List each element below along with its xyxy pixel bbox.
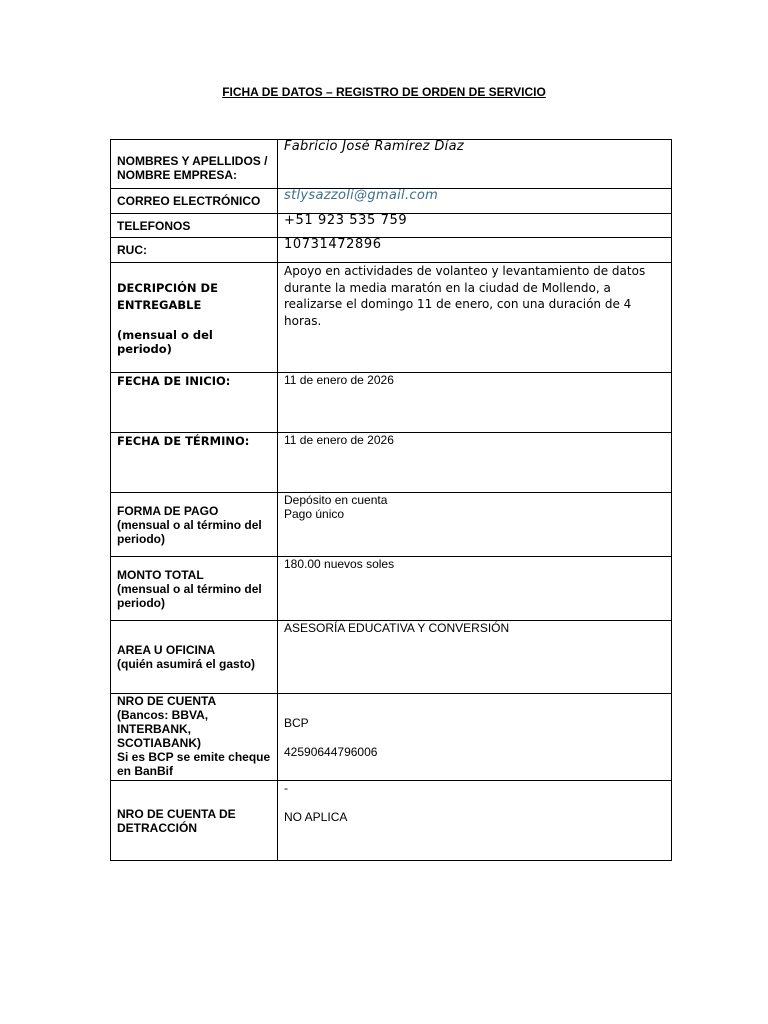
value-forma-pago-cell [278,493,672,557]
value-correo-cell [278,189,672,214]
row-fecha-inicio [111,373,672,433]
value-detraccion-cell [278,781,672,861]
label-forma-pago-sub: (mensual o al término del periodo) [117,517,262,546]
label-forma-pago-cell [111,493,278,557]
value-detraccion-dash: - [284,781,288,795]
value-forma-pago-1: Depósito en cuenta [284,493,388,507]
value-account-number: 42590644796006 [284,744,378,759]
label-area-cell [111,621,278,694]
value-correo: stlysazzoli@gmail.com [284,188,439,203]
label-nro-cuenta-cell [111,694,278,781]
row-ruc [111,238,672,263]
label-nro-cuenta: NRO DE CUENTA [117,694,217,708]
value-fecha-inicio: 11 de enero de 2026 [278,373,672,433]
label-descripcion [111,263,278,373]
label-nombres-text: NOMBRES Y APELLIDOS / NOMBRE EMPRESA: [117,154,268,182]
row-fecha-termino [111,433,672,493]
value-monto-total: 180.00 nuevos soles [278,557,672,621]
row-correo [111,189,672,214]
label-nombres [111,140,278,189]
value-ruc-cell [278,238,672,263]
label-detraccion: NRO DE CUENTA DE DETRACCIÓN [111,781,278,861]
label-monto-total-cell [111,557,278,621]
label-ruc: RUC: [111,238,278,263]
value-telefonos: +51 923 535 759 [284,213,408,228]
value-detraccion: NO APLICA [284,810,348,824]
row-area [111,621,672,694]
service-order-form-table [110,139,672,861]
label-monto-total: MONTO TOTAL [117,567,204,582]
row-descripcion [111,263,672,373]
label-monto-total-sub: (mensual o al término del periodo) [117,581,262,610]
label-area-sub: (quién asumirá el gasto) [117,657,256,671]
label-fecha-inicio-cell [111,373,278,433]
label-forma-pago: FORMA DE PAGO [117,503,219,518]
value-area: ASESORÍA EDUCATIVA Y CONVERSIÓN [278,621,672,694]
row-monto-total [111,557,672,621]
label-area: AREA U OFICINA [117,643,216,657]
label-fecha-termino: FECHA DE TÉRMINO: [117,434,250,448]
label-nro-cuenta-bcp: Si es BCP se emite cheque en BanBif [117,750,271,778]
label-fecha-inicio: FECHA DE INICIO: [117,374,231,388]
label-descripcion-text: DECRIPCIÓN DE ENTREGABLE [117,280,218,312]
document-title: FICHA DE DATOS – REGISTRO DE ORDEN DE SERVICIO [222,85,546,99]
label-descripcion-sub: (mensual o del periodo) [117,327,213,356]
value-nombres: Fabricio José Ramírez Díaz [284,139,464,154]
label-telefonos: TELEFONOS [111,214,278,238]
label-nro-cuenta-banks: (Bancos: BBVA, INTERBANK, SCOTIABANK) [117,708,209,750]
value-bank: BCP [284,715,309,730]
value-forma-pago-2: Pago único [284,507,345,521]
row-nro-cuenta [111,694,672,781]
value-nro-cuenta-cell [278,694,672,781]
label-fecha-termino-cell [111,433,278,493]
row-forma-pago [111,493,672,557]
value-fecha-termino: 11 de enero de 2026 [278,433,672,493]
value-telefonos-cell [278,214,672,238]
value-ruc: 10731472896 [284,237,382,252]
value-nombres-cell [278,140,672,189]
row-detraccion [111,781,672,861]
label-correo: CORREO ELECTRÓNICO [111,189,278,214]
value-descripcion-cell [278,263,672,373]
row-telefonos [111,214,672,238]
row-nombres [111,140,672,189]
value-descripcion: Apoyo en actividades de volanteo y levantamiento de datos durante la media maratón en la ciudad de Mollendo, a realizarse el domingo 11 de enero, con una duración de 4 horas. [284,264,646,328]
